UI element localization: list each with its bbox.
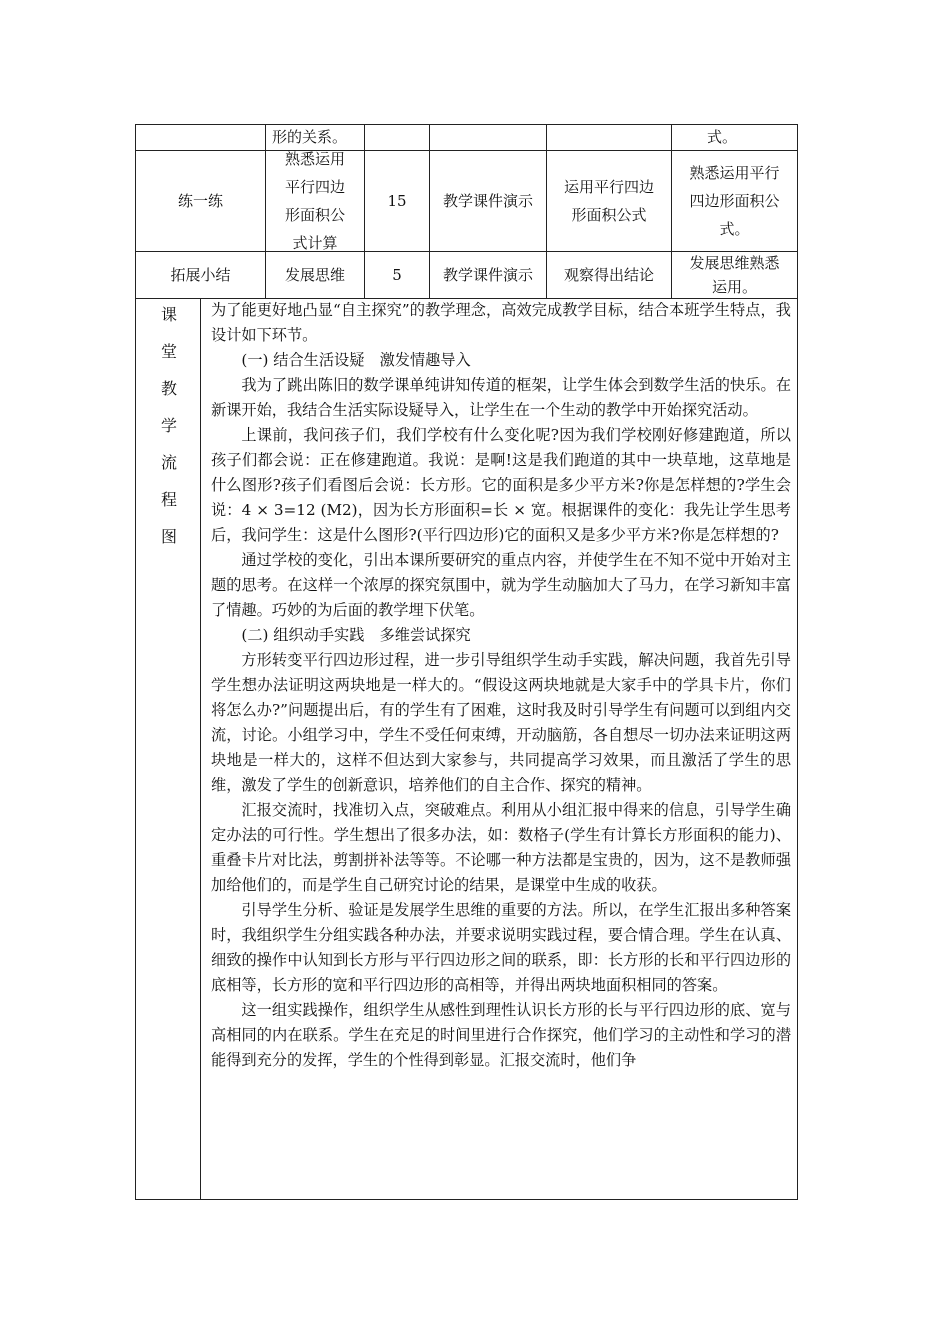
section-heading: (二) 组织动手实践 多维尝试探究 bbox=[241, 626, 471, 644]
section-divider bbox=[200, 298, 201, 1200]
table-border-top bbox=[135, 124, 798, 125]
body-paragraph: 上课前，我问孩子们，我们学校有什么变化呢?因为我们学校刚好修建跑道，所以孩子们都会说：正在修建跑道。我说：是啊!这是我们跑道的其中一块草地，这草地是什么图形?孩子们看图后会说：长方形。它的面积是多少平方米?你是怎样想的?学生会说：4 × 3=12 (M2)，因为长方形面积=长 × 宽。根据课件的变化：我先让学生思考后，我问学生：这是什么图形?(平行四边形)它的面积又是多少平方米?你是怎样想的? bbox=[211, 426, 791, 544]
table-cell: 观察得出结论 bbox=[563, 265, 654, 284]
table-cell: 5 bbox=[392, 265, 402, 284]
section-label bbox=[150, 296, 188, 555]
table-cell bbox=[672, 251, 797, 298]
lesson-flow-text bbox=[211, 298, 791, 1073]
section-label-char: 教 bbox=[160, 379, 177, 398]
section-heading: (一) 结合生活设疑 激发情趣导入 bbox=[241, 351, 471, 369]
body-paragraph: 汇报交流时，找准切入点，突破难点。利用从小组汇报中得来的信息，引导学生确定办法的可行性。学生想出了很多办法，如：数格子(学生有计算长方形面积的能力)、重叠卡片对比法，剪割拼补法等等。不论哪一种方法都是宝贵的，因为，这不是教师强加给他们的，而是学生自己研究讨论的结果，是课堂中生成的收获。 bbox=[211, 801, 791, 894]
table-cell: 拓展小结 bbox=[170, 265, 231, 284]
table-cell bbox=[672, 150, 797, 251]
section-label-char: 图 bbox=[160, 527, 177, 546]
table-cell: 形的关系。 bbox=[272, 128, 348, 146]
cell-line: 式。 bbox=[719, 219, 750, 238]
table-cell: 发展思维 bbox=[284, 265, 345, 284]
cell-line: 四边形面积公 bbox=[689, 191, 780, 210]
cell-line: 形面积公式 bbox=[571, 205, 647, 224]
cell-line: 熟悉运用平行 bbox=[689, 163, 780, 182]
cell-line: 练一练 bbox=[177, 191, 223, 210]
body-paragraph: 我为了跳出陈旧的数学课单纯讲知传道的框架，让学生体会到数学生活的快乐。在新课开始，我结合生活实际设疑导入，让学生在一个生动的教学中开始探究活动。 bbox=[211, 376, 791, 419]
table-cell: 15 bbox=[387, 191, 407, 210]
table-border-right bbox=[797, 124, 798, 1200]
section-label-char: 流 bbox=[160, 453, 177, 472]
body-paragraph: 通过学校的变化，引出本课所要研究的重点内容，并使学生在不知不觉中开始对主题的思考。在这样一个浓厚的探究氛围中，就为学生动脑加大了马力，在学习新知丰富了情趣。巧妙的为后面的教学埋下伏笔。 bbox=[211, 551, 791, 619]
cell-line: 运用平行四边 bbox=[563, 177, 654, 196]
table-cell bbox=[547, 150, 671, 251]
intro-paragraph: 为了能更好地凸显“自主探究”的教学理念，高效完成教学目标，结合本班学生特点，我设计如下环节。 bbox=[211, 301, 791, 344]
body-paragraph: 方形转变平行四边形过程，进一步引导组织学生动手实践，解决问题，我首先引导学生想办法证明这两块地是一样大的。“假设这两块地就是大家手中的学具卡片，你们将怎么办?”问题提出后，有的学生有了困难，这时我及时引导学生有问题可以到组内交流，讨论。小组学习中，学生不受任何束缚，开动脑筋，各自想尽一切办法来证明这两块地是一样大的，这样不但达到大家参与，共同提高学习效果，而且激活了学生的思维，激发了学生的创新意识，培养他们的自主合作、探究的精神。 bbox=[211, 651, 791, 794]
section-label-char: 程 bbox=[160, 490, 177, 509]
cell-line: 形面积公 bbox=[284, 205, 345, 224]
table-cell bbox=[266, 150, 364, 251]
table-cell: 教学课件演示 bbox=[442, 191, 533, 210]
section-label-char: 堂 bbox=[160, 342, 177, 361]
cell-line: 式计算 bbox=[292, 233, 338, 252]
table-cell: 教学课件演示 bbox=[442, 265, 533, 284]
cell-line: 熟悉运用 bbox=[284, 149, 345, 168]
section-label-char: 课 bbox=[160, 305, 177, 324]
cell-line: 平行四边 bbox=[284, 177, 345, 196]
table-border-bottom bbox=[135, 1199, 798, 1200]
table-cell: 式。 bbox=[707, 128, 738, 146]
cell-line: 发展思维熟悉 bbox=[689, 253, 780, 272]
section-label-char: 学 bbox=[160, 416, 177, 435]
body-paragraph: 引导学生分析、验证是发展学生思维的重要的方法。所以，在学生汇报出多种答案时，我组织学生分组实践各种办法，并要求说明实践过程，要合情合理。学生在认真、细致的操作中认知到长方形与平行四边形之间的联系，即：长方形的长和平行四边形的底相等，长方形的宽和平行四边形的高相等，并得出两块地面积相同的答案。 bbox=[211, 901, 791, 994]
table-cell bbox=[136, 150, 265, 251]
body-paragraph: 这一组实践操作，组织学生从感性到理性认识长方形的长与平行四边形的底、宽与高相同的内在联系。学生在充足的时间里进行合作探究，他们学习的主动性和学习的潜能得到充分的发挥，学生的个性得到彰显。汇报交流时，他们争 bbox=[211, 1001, 791, 1069]
cell-line: 运用。 bbox=[711, 277, 757, 296]
